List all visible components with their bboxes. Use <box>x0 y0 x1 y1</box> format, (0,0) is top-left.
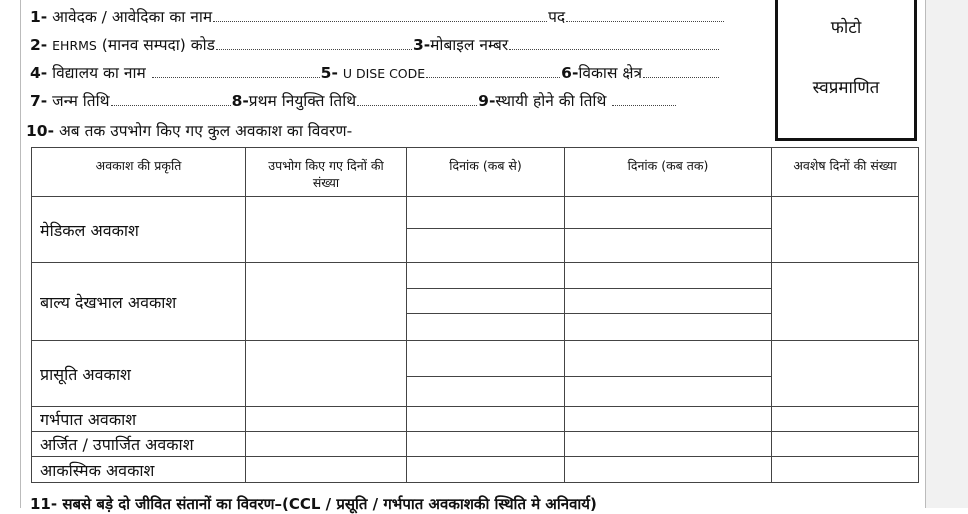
cell-date-to[interactable] <box>565 263 772 289</box>
cell-date-from[interactable] <box>407 457 565 483</box>
header-date-from: दिनांक (कब से) <box>407 148 565 197</box>
field-label: आवेदक / आवेदिका का नाम <box>52 8 213 26</box>
field-number: 2- <box>30 36 48 54</box>
page-margin <box>926 0 968 508</box>
fill-line[interactable] <box>566 7 724 22</box>
row-label: मेडिकल अवकाश <box>32 197 246 263</box>
field-ehrms-code <box>30 34 720 57</box>
cell-remaining[interactable] <box>772 263 919 341</box>
section-leave-details <box>26 120 352 142</box>
cell-date-to[interactable] <box>565 457 772 483</box>
row-label: बाल्य देखभाल अवकाश <box>32 263 246 341</box>
cell-date-to[interactable] <box>565 407 772 432</box>
field-label: EHRMS <box>52 38 97 53</box>
fill-line[interactable] <box>152 63 320 78</box>
row-label: गर्भपात अवकाश <box>32 407 246 432</box>
cell-days-used[interactable] <box>246 407 407 432</box>
self-attested-label: स्वप्रमाणित <box>812 78 880 98</box>
table-row <box>32 432 919 457</box>
header-remaining-days: अवशेष दिनों की संख्या <box>772 148 919 197</box>
fill-line[interactable] <box>216 35 412 50</box>
field-number: 7- <box>30 92 48 110</box>
cell-days-used[interactable] <box>246 263 407 341</box>
cell-date-to[interactable] <box>565 197 772 229</box>
cell-date-from[interactable] <box>407 377 565 407</box>
cell-remaining[interactable] <box>772 407 919 432</box>
cell-date-to[interactable] <box>565 432 772 457</box>
cell-date-to[interactable] <box>565 289 772 314</box>
fill-line[interactable] <box>111 91 231 106</box>
field-label: विकास क्षेत्र <box>578 64 643 82</box>
field-number: 4- <box>30 64 48 82</box>
field-number: 3- <box>412 36 431 54</box>
cell-date-from[interactable] <box>407 229 565 263</box>
field-number: 6- <box>561 64 579 82</box>
field-number: 9- <box>478 92 496 110</box>
photo-box[interactable] <box>775 0 917 141</box>
table-row <box>32 407 919 432</box>
cell-remaining[interactable] <box>772 432 919 457</box>
cell-days-used[interactable] <box>246 197 407 263</box>
cell-date-from[interactable] <box>407 263 565 289</box>
field-label: विद्यालय का नाम <box>52 64 146 82</box>
field-label: प्रथम नियुक्ति तिथि <box>248 92 357 110</box>
children-details-heading: 11- सबसे बड़े दो जीवित संतानों का विवरण–(CCL / प्रसूति / गर्भपात अवकाशकी स्थिति मे अनिवार्य) <box>30 495 597 513</box>
field-number: 8- <box>231 92 249 110</box>
cell-date-from[interactable] <box>407 197 565 229</box>
field-label: (मानव सम्पदा) कोड <box>101 36 215 54</box>
table-row <box>32 263 919 289</box>
cell-date-to[interactable] <box>565 341 772 377</box>
cell-days-used[interactable] <box>246 457 407 483</box>
field-applicant-name <box>30 6 725 28</box>
field-number: 5- <box>320 64 338 82</box>
header-leave-type: अवकाश की प्रकृति <box>32 148 246 197</box>
section-title: अब तक उपभोग किए गए कुल अवकाश का विवरण- <box>58 122 353 140</box>
fill-line[interactable] <box>509 35 719 50</box>
cell-date-from[interactable] <box>407 341 565 377</box>
cell-date-from[interactable] <box>407 289 565 314</box>
table-header-row <box>32 148 919 197</box>
fill-line[interactable] <box>213 7 547 22</box>
row-label: प्रासूति अवकाश <box>32 341 246 407</box>
header-date-to: दिनांक (कब तक) <box>565 148 772 197</box>
field-dates <box>30 90 677 112</box>
field-number: 10- <box>26 122 55 140</box>
cell-days-used[interactable] <box>246 341 407 407</box>
fill-line[interactable] <box>357 91 477 106</box>
field-number: 1- <box>30 8 48 26</box>
cell-remaining[interactable] <box>772 341 919 407</box>
table-row <box>32 197 919 229</box>
cell-date-from[interactable] <box>407 314 565 341</box>
photo-label: फोटो <box>830 18 862 38</box>
fill-line[interactable] <box>612 91 676 106</box>
fill-line[interactable] <box>643 63 719 78</box>
cell-date-to[interactable] <box>565 314 772 341</box>
cell-remaining[interactable] <box>772 197 919 263</box>
fill-line[interactable] <box>426 63 560 78</box>
table-row <box>32 341 919 377</box>
row-label: आकस्मिक अवकाश <box>32 457 246 483</box>
cell-date-from[interactable] <box>407 432 565 457</box>
cell-date-to[interactable] <box>565 229 772 263</box>
cell-days-used[interactable] <box>246 432 407 457</box>
field-label: मोबाइल नम्बर <box>430 36 509 54</box>
field-label: पद <box>548 8 566 26</box>
field-label: U DISE CODE <box>342 66 426 81</box>
table-row <box>32 457 919 483</box>
field-label: स्थायी होने की तिथि <box>495 92 607 110</box>
field-label: जन्म तिथि <box>52 92 110 110</box>
field-school-name <box>30 62 720 85</box>
row-label: अर्जित / उपार्जित अवकाश <box>32 432 246 457</box>
cell-date-from[interactable] <box>407 407 565 432</box>
leave-table <box>31 147 919 483</box>
cell-remaining[interactable] <box>772 457 919 483</box>
header-days-used: उपभोग किए गए दिनों की संख्या <box>246 148 407 197</box>
cell-date-to[interactable] <box>565 377 772 407</box>
